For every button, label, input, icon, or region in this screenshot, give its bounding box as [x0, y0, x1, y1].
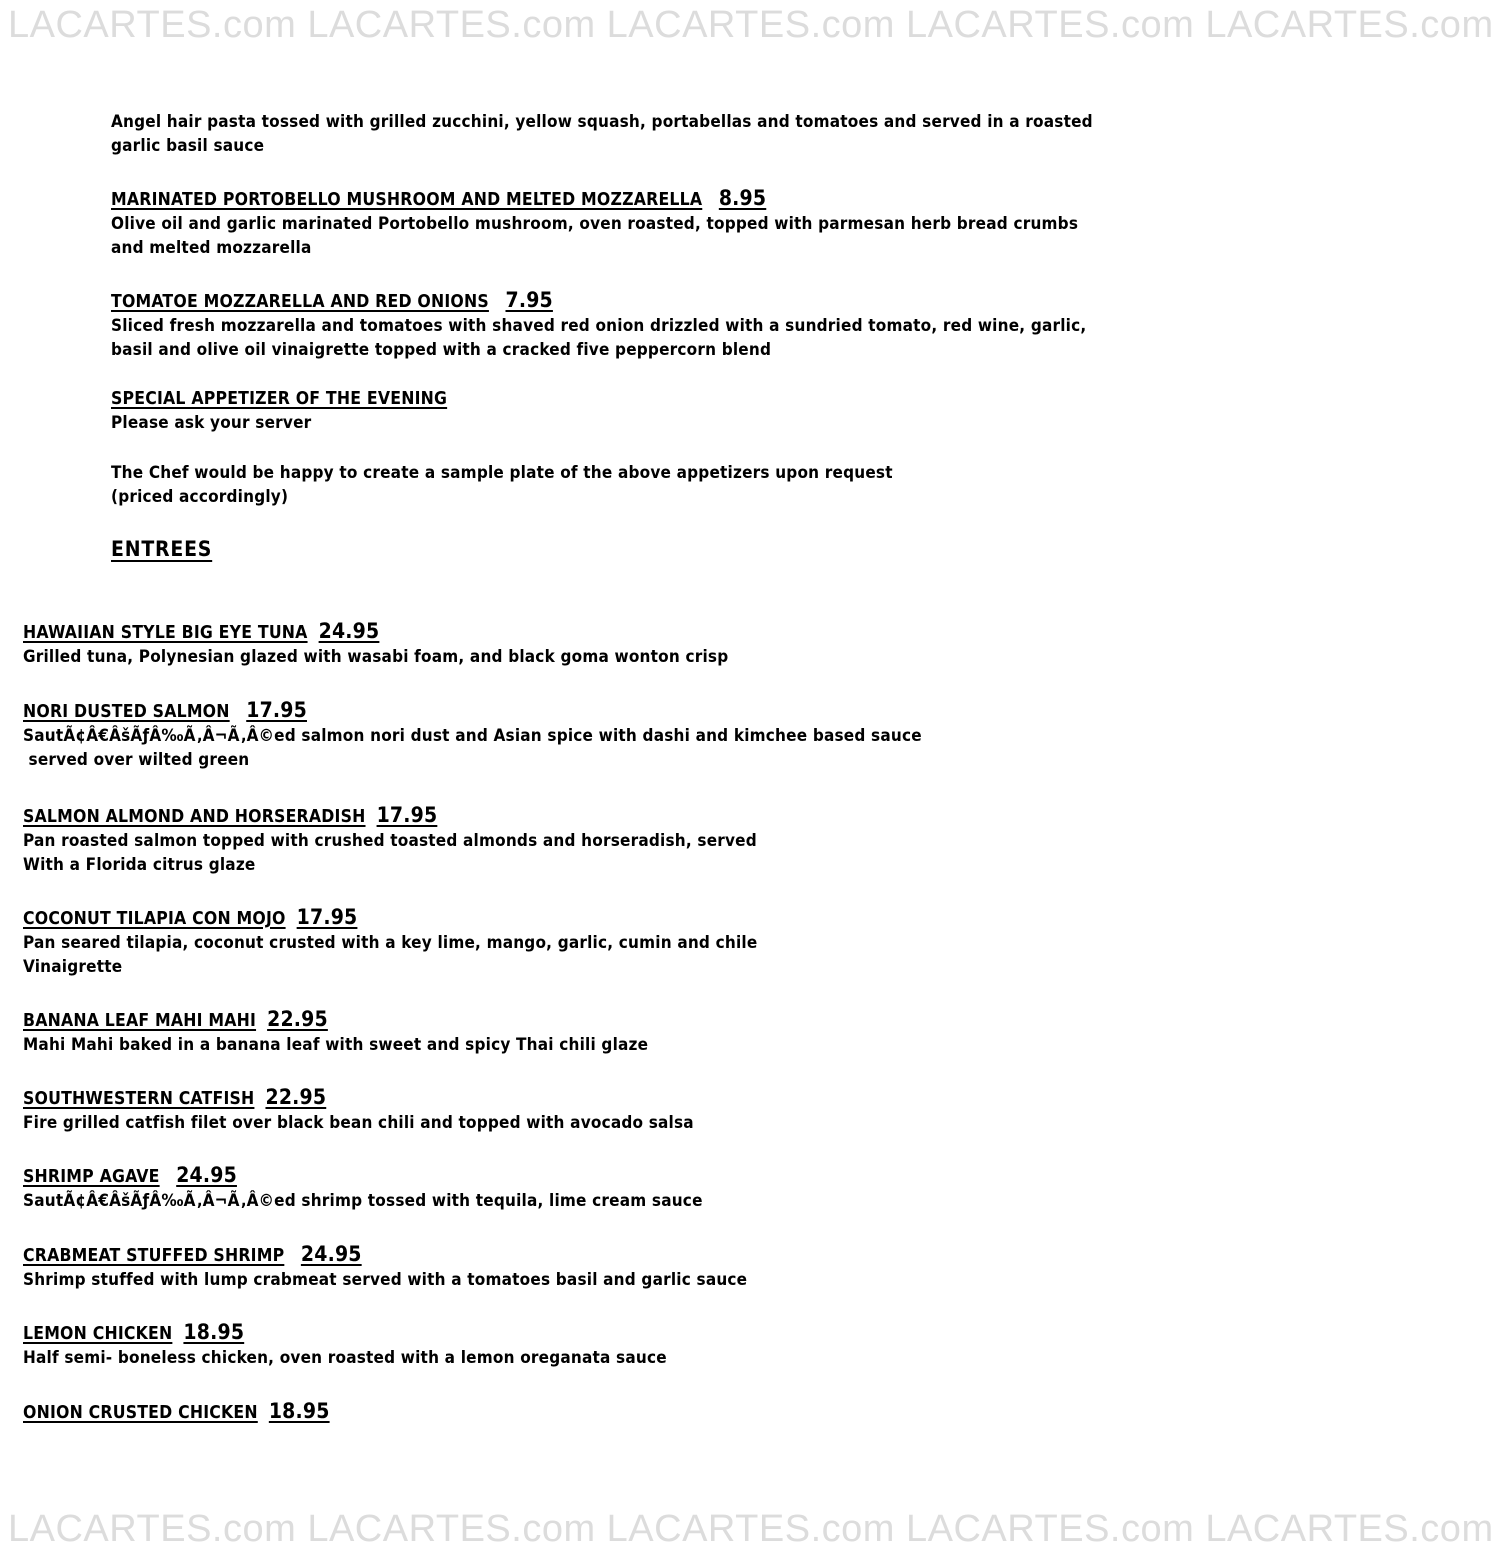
menu-item-tomatoe-mozzarella [111, 288, 1111, 362]
watermark-top: LACARTES.com LACARTES.com LACARTES.com LACARTES.com LACARTES.com [8, 4, 1494, 46]
item-price: 17.95 [376, 803, 438, 827]
menu-item-pasta [111, 110, 1111, 158]
item-price: 24.95 [318, 619, 380, 643]
item-description-line: Shrimp stuffed with lump crabmeat served with a tomatoes basil and garlic sauce [23, 1270, 748, 1290]
item-description-line: With a Florida citrus glaze [23, 855, 256, 875]
item-title: TOMATOE MOZZARELLA AND RED ONIONS [111, 292, 489, 312]
chef-note [111, 461, 1111, 509]
item-description-line: SautÃ¢Â€ÂšÃƒÂ‰Ã‚Â¬Ã‚Â©ed salmon nori dust and Asian spice with dashi and kimchee based sauce [23, 726, 922, 746]
item-title: LEMON CHICKEN [23, 1324, 173, 1344]
item-description-line: Sliced fresh mozzarella and tomatoes with shaved red onion drizzled with a sundried tomato, red wine, garlic, [111, 316, 1087, 336]
item-title: ONION CRUSTED CHICKEN [23, 1403, 258, 1423]
item-description-line: Fire grilled catfish filet over black bean chili and topped with avocado salsa [23, 1113, 694, 1133]
note-line: The Chef would be happy to create a sample plate of the above appetizers upon request [111, 463, 893, 483]
item-description-line: basil and olive oil vinaigrette topped with a cracked five peppercorn blend [111, 340, 772, 360]
menu-item-nori-salmon [23, 698, 1023, 772]
item-description-line: Angel hair pasta tossed with grilled zucchini, yellow squash, portabellas and tomatoes and served in a roasted [111, 112, 1093, 132]
item-price: 8.95 [718, 186, 767, 210]
menu-item-mahi-mahi [23, 1007, 1023, 1057]
menu-item-big-eye-tuna [23, 619, 1023, 669]
menu-item-coconut-tilapia [23, 905, 1023, 979]
item-description-line: Mahi Mahi baked in a banana leaf with sweet and spicy Thai chili glaze [23, 1035, 649, 1055]
item-title: SPECIAL APPETIZER OF THE EVENING [111, 389, 448, 409]
item-description-line: garlic basil sauce [111, 136, 265, 156]
item-title: BANANA LEAF MAHI MAHI [23, 1011, 257, 1031]
item-price: 18.95 [268, 1399, 330, 1423]
item-title: CRABMEAT STUFFED SHRIMP [23, 1246, 285, 1266]
item-title: SOUTHWESTERN CATFISH [23, 1089, 255, 1109]
item-title: SALMON ALMOND AND HORSERADISH [23, 807, 366, 827]
menu-item-southwestern-catfish [23, 1085, 1023, 1135]
item-description-line: Pan roasted salmon topped with crushed toasted almonds and horseradish, served [23, 831, 757, 851]
item-description-line: Pan seared tilapia, coconut crusted with a key lime, mango, garlic, cumin and chile [23, 933, 758, 953]
menu-item-onion-chicken [23, 1399, 1023, 1425]
item-title: COCONUT TILAPIA CON MOJO [23, 909, 286, 929]
menu-item-special-appetizer [111, 387, 1111, 435]
item-description-line: Vinaigrette [23, 957, 123, 977]
item-description-line: served over wilted green [23, 750, 250, 770]
item-price: 22.95 [267, 1007, 328, 1031]
item-description-line: and melted mozzarella [111, 238, 312, 258]
item-description-line: Olive oil and garlic marinated Portobello mushroom, oven roasted, topped with parmesan herb bread crumbs [111, 214, 1079, 234]
item-price: 18.95 [183, 1320, 245, 1344]
item-description-line: SautÃ¢Â€ÂšÃƒÂ‰Ã‚Â¬Ã‚Â©ed shrimp tossed with tequila, lime cream sauce [23, 1191, 703, 1211]
watermark-bottom: LACARTES.com LACARTES.com LACARTES.com LACARTES.com LACARTES.com [8, 1508, 1494, 1550]
item-price: 7.95 [505, 288, 553, 312]
menu-item-shrimp-agave [23, 1163, 1023, 1213]
section-heading-entrees: ENTREES [111, 537, 213, 561]
item-description-line: Grilled tuna, Polynesian glazed with wasabi foam, and black goma wonton crisp [23, 647, 729, 667]
item-title: HAWAIIAN STYLE BIG EYE TUNA [23, 623, 308, 643]
item-price: 24.95 [176, 1163, 237, 1187]
item-description-line: Please ask your server [111, 413, 312, 433]
note-line: (priced accordingly) [111, 487, 289, 507]
item-title: MARINATED PORTOBELLO MUSHROOM AND MELTED MOZZARELLA [111, 190, 703, 210]
item-title: NORI DUSTED SALMON [23, 702, 230, 722]
menu-item-lemon-chicken [23, 1320, 1023, 1370]
menu-item-portobello [111, 186, 1111, 260]
item-price: 17.95 [296, 905, 358, 929]
item-description-line: Half semi- boneless chicken, oven roasted with a lemon oreganata sauce [23, 1348, 667, 1368]
item-title: SHRIMP AGAVE [23, 1167, 160, 1187]
item-price: 22.95 [265, 1085, 327, 1109]
item-price: 17.95 [246, 698, 307, 722]
item-price: 24.95 [300, 1242, 362, 1266]
menu-item-salmon-almond [23, 803, 1023, 877]
menu-item-crabmeat-shrimp [23, 1242, 1023, 1292]
